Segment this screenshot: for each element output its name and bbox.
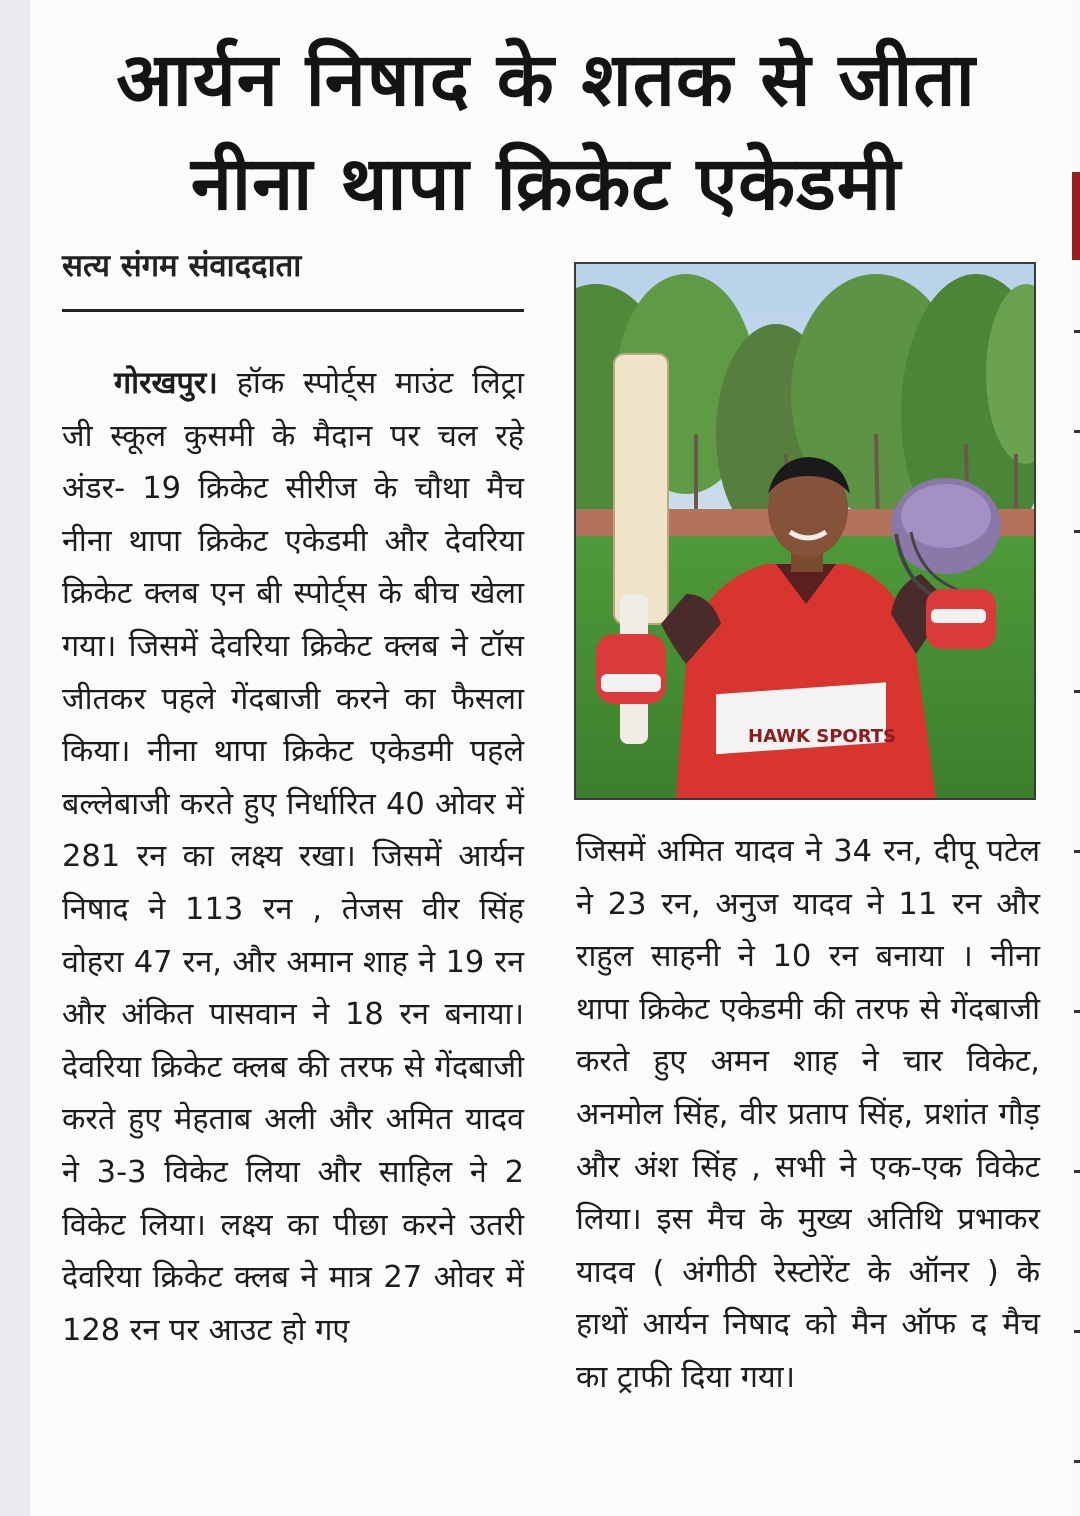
article-text-1: हॉक स्पोर्ट्स माउंट लिट्रा जी स्कूल कुसमी के मैदान पर चल रहे अंडर- 19 क्रिकेट सीरीज के चौथा मैच नीना थापा क्रिकेट एकेडमी और देवरिया क्रिकेट क्लब एन बी स्पोर्ट्स के बीच खेला गया। जिसमें देवरिया क्रिकेट क्लब ने टॉस जीतकर पहले गेंदबाजी करने का फैसला किया। नीना थापा क्रिकेट एकेडमी पहले बल्लेबाजी करते हुए निर्धारित 40 ओवर में 281 रन का लक्ष्य रखा। जिसमें आर्यन निषाद ने 113 रन , तेजस वीर सिंह वोहरा 47 रन, और अमान शाह ने 19 रन और अंकित पासवान ने 18 रन बनाया। देवरिया क्रिकेट क्लब की तरफ से गेंदबाजी करते हुए मेहताब अली और अमित यादव ने 3-3 विकेट लिया और साहिल ने 2 विकेट लिया। लक्ष्य का पीछा करने उतरी देवरिया क्रिकेट क्लब ने मात्र 27 ओवर में 128 रन पर आउट हो गए [62,366,524,1348]
byline-divider [62,309,524,312]
headline [36,28,1056,236]
headline-line-1: आर्यन निषाद के शतक से जीता [116,37,976,123]
article-column-1 [62,358,524,1357]
article-column-2 [576,826,1040,1405]
edge-text-mark [1074,1330,1080,1333]
player-photo-illustration [576,264,1034,798]
byline: सत्य संगम संवाददाता [62,248,302,284]
jersey-logo-text: HAWK SPORTS [748,726,897,747]
accent-bar [1072,172,1080,260]
edge-text-mark [1074,330,1080,333]
page-left-margin [0,0,30,1516]
edge-text-mark [1074,530,1080,533]
edge-text-mark [1074,430,1080,433]
player-photo [574,262,1036,800]
edge-text-mark [1074,1010,1080,1013]
dateline: गोरखपुर। [114,366,218,401]
article-text-2: जिसमें अमित यादव ने 34 रन, दीपू पटेल ने 23 रन, अनुज यादव ने 11 रन और राहुल साहनी ने 10 रन बनाया । नीना थापा क्रिकेट एकेडमी की तरफ से गेंदबाजी करते हुए अमन शाह ने चार विकेट, अनमोल सिंह, वीर प्रताप सिंह, प्रशांत गौड़ और अंश सिंह , सभी ने एक-एक विकेट लिया। इस मैच के मुख्य अतिथि प्रभाकर यादव ( अंगीठी रेस्टोरेंट के ऑनर ) के हाथों आर्यन निषाद को मैन ऑफ द मैच का ट्राफी दिया गया। [576,834,1040,1395]
edge-text-mark [1074,690,1080,693]
edge-text-mark [1074,850,1080,853]
edge-text-mark [1074,1460,1080,1463]
headline-line-2: नीना थापा क्रिकेट एकेडमी [190,141,902,227]
edge-text-mark [1074,1170,1080,1173]
